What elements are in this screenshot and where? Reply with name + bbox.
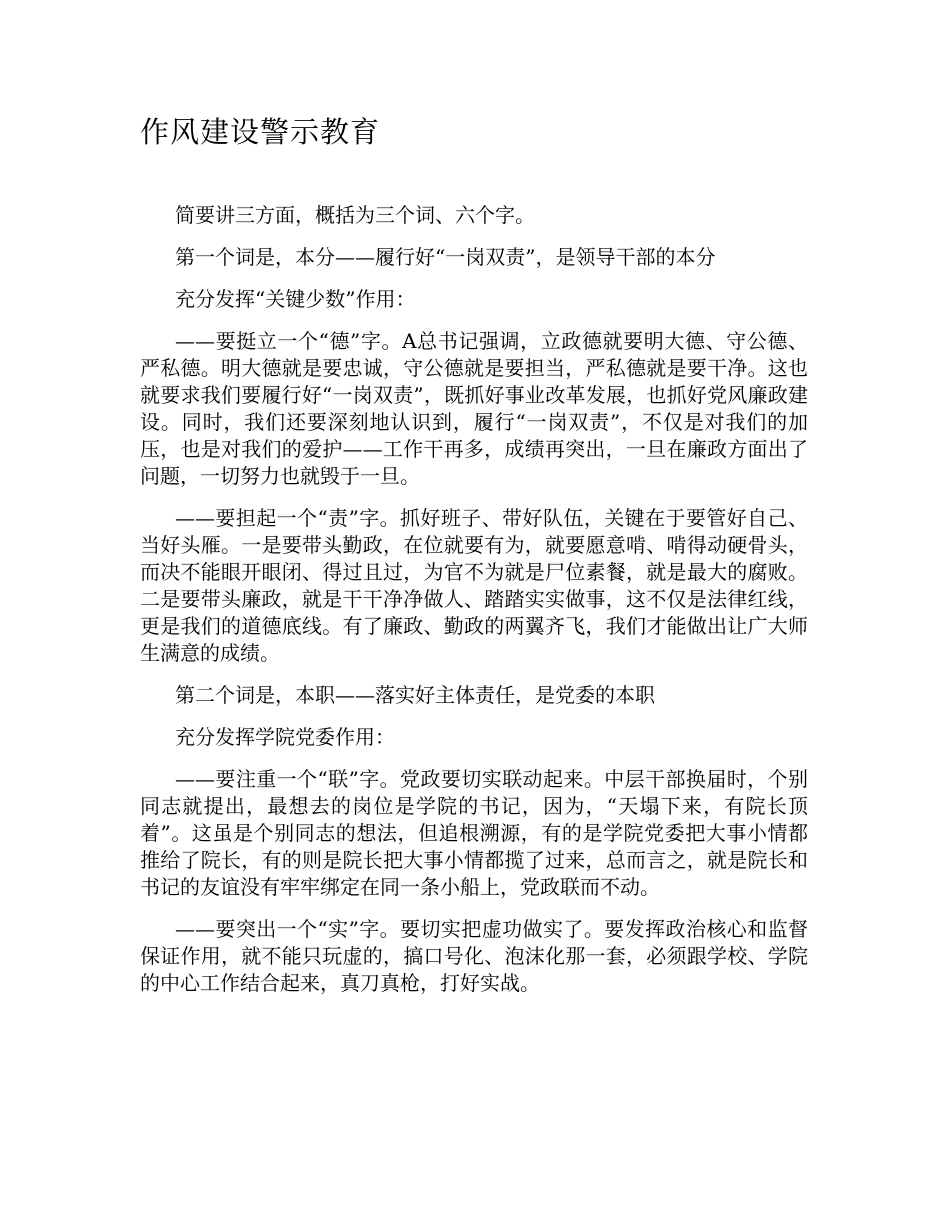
- paragraph-first-subheading: 充分发挥“关键少数”作用：: [175, 287, 416, 311]
- paragraph-second-word-heading: 第二个词是，本职——落实好主体责任，是党委的本职: [175, 683, 655, 707]
- document-body: [140, 202, 808, 1012]
- paragraph-linkage: ——要注重一个“联”字。党政要切实联动起来。中层干部换届时，个别同志就提出，最想去的岗位是学院的书记，因为，“天塌下来，有院长顶着”。这虽是个别同志的想法，但追根溯源，有的是学院党委把大事小情都推给了院长，有的则是院长把大事小情都揽了过来，总而言之，就是院长和书记的友谊没有牢牢绑定在同一条小船上，党政联而不动。: [140, 767, 808, 899]
- document-title: 作风建设警示教育: [140, 115, 381, 149]
- paragraph-responsibility: ——要担起一个“责”字。抓好班子、带好队伍，关键在于要管好自己、当好头雁。一是要带头勤政，在位就要有为，就要愿意啃、啃得动硬骨头，而决不能眼开眼闭、得过且过，为官不为就是尸位素餐，就是最大的腐败。二是要带头廉政，就是干干净净做人、踏踏实实做事，这不仅是法律红线，更是我们的道德底线。有了廉政、勤政的两翼齐飞，我们才能做出让广大师生满意的成绩。: [140, 506, 808, 665]
- paragraph-substance: ——要突出一个“实”字。要切实把虚功做实了。要发挥政治核心和监督保证作用，就不能只玩虚的，搞口号化、泡沫化那一套，必须跟学校、学院的中心工作结合起来，真刀真枪，打好实战。: [140, 917, 808, 995]
- paragraph-intro: 简要讲三方面，概括为三个词、六个字。: [175, 203, 535, 227]
- paragraph-second-subheading: 充分发挥学院党委作用：: [175, 725, 395, 749]
- paragraph-first-word-heading: 第一个词是，本分——履行好“一岗双责”，是领导干部的本分: [175, 245, 716, 269]
- paragraph-virtue: ——要挺立一个“德”字。A总书记强调，立政德就要明大德、守公德、严私德。明大德就是要忠诚，守公德就是要担当，严私德就是要干净。这也就要求我们要履行好“一岗双责”，既抓好事业改革发展，也抓好党风廉政建设。同时，我们还要深刻地认识到，履行“一岗双责”，不仅是对我们的加压，也是对我们的爱护——工作干再多，成绩再突出，一旦在廉政方面出了问题，一切努力也就毁于一旦。: [140, 329, 808, 488]
